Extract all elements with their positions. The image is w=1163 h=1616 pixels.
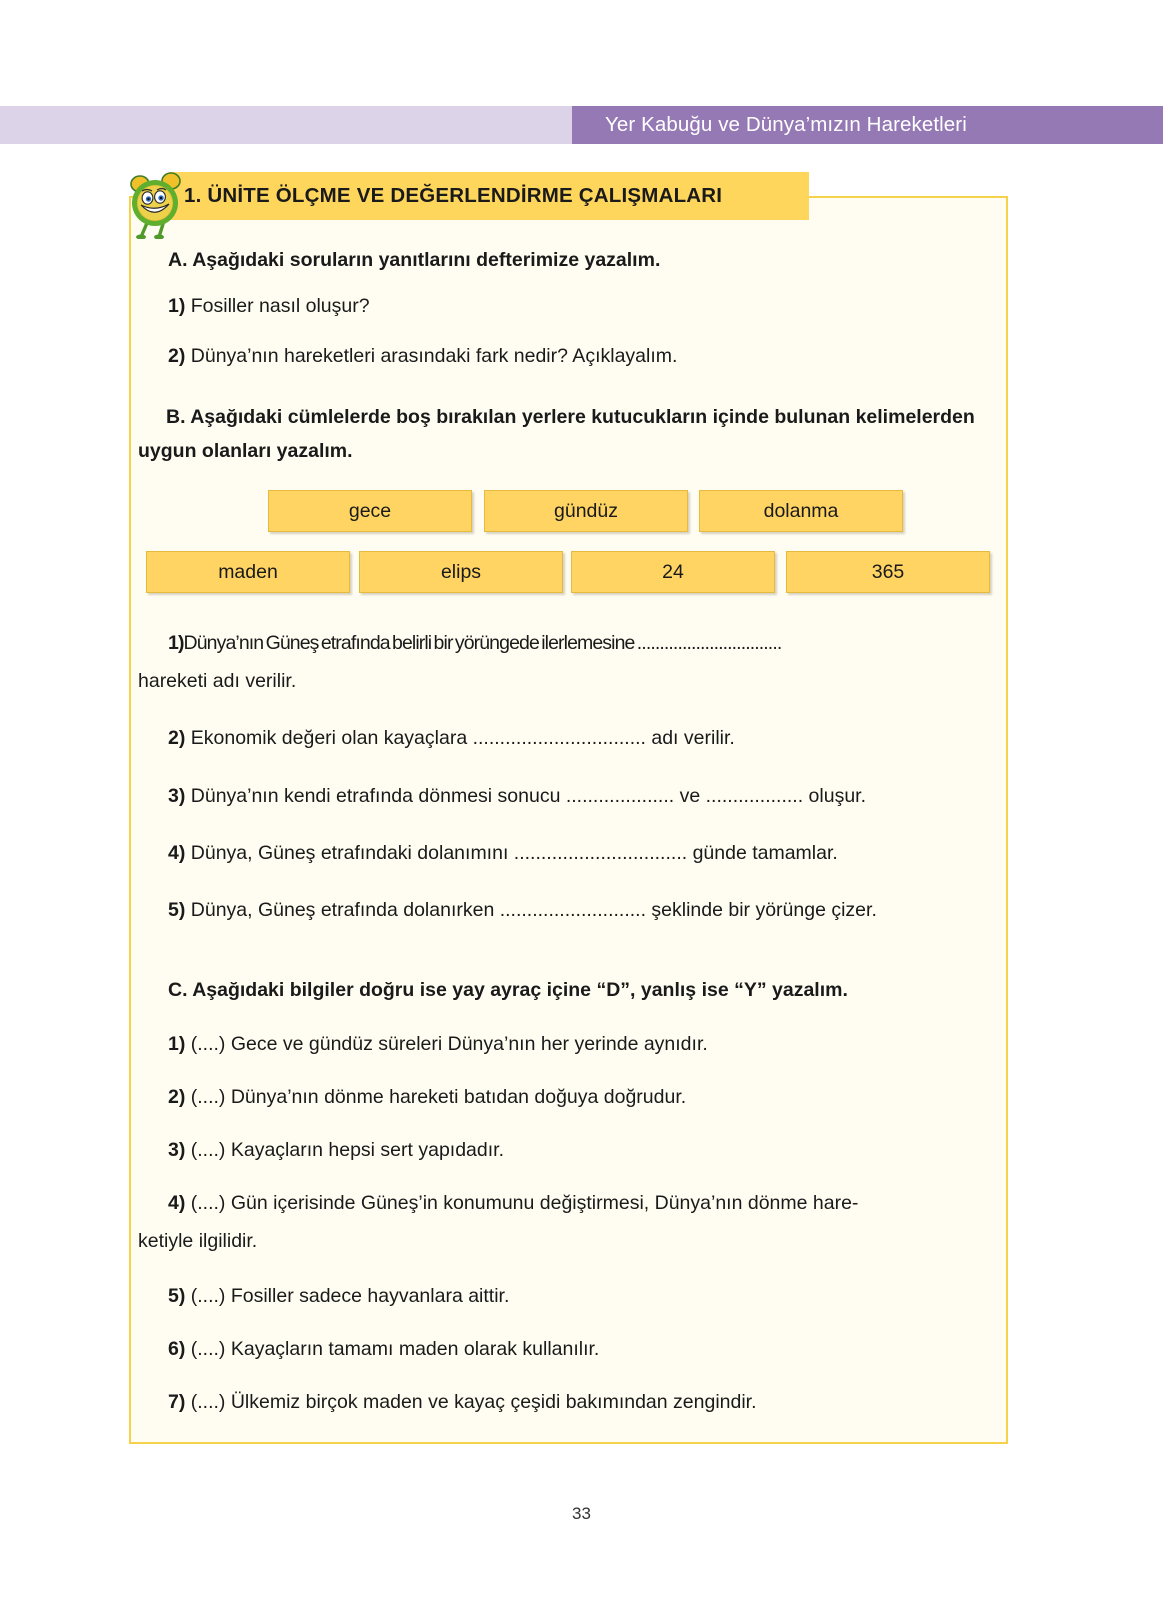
section-b-item-5-number: 5): [168, 899, 186, 921]
section-c-item-5: [168, 1283, 509, 1310]
section-c-item-2-text: (....) Dünya’nın dönme hareketi batıdan doğuya doğrudur.: [190, 1086, 687, 1108]
section-c-item-2: [168, 1084, 686, 1111]
section-c-item-7-number: 7): [168, 1391, 186, 1413]
section-c-item-4-line2: ketiyle ilgilidir.: [138, 1230, 258, 1252]
section-a-item-2: [168, 343, 677, 370]
section-b-item-2: [168, 725, 735, 752]
section-b-item-1-number: 1): [168, 632, 184, 654]
word-chip-24[interactable]: 24: [571, 551, 775, 593]
section-c-item-7: [168, 1389, 757, 1416]
alarm-clock-mascot-icon: [127, 167, 189, 239]
section-b-item-2-number: 2): [168, 727, 186, 749]
running-header: [0, 106, 1163, 144]
section-c-item-1-number: 1): [168, 1033, 186, 1055]
section-b-item-4: [168, 840, 838, 867]
section-b-item-3: [168, 783, 866, 810]
section-c-item-1: [168, 1031, 708, 1058]
section-c-item-5-text: (....) Fosiller sadece hayvanlara aittir.: [190, 1285, 510, 1307]
section-b-item-3-number: 3): [168, 785, 186, 807]
section-b-item-1-line1: [168, 630, 781, 657]
section-b-item-1-text: Dünya’nın Güneş etrafında belirli bir yörüngede ilerlemesine ................................: [183, 632, 782, 654]
header-pale-bar: [0, 106, 595, 144]
section-c-item-3: [168, 1137, 504, 1164]
word-chip-dolanma[interactable]: dolanma: [699, 490, 903, 532]
section-c-item-6: [168, 1336, 599, 1363]
section-a-item-2-text: Dünya’nın hareketleri arasındaki fark nedir? Açıklayalım.: [190, 345, 678, 367]
section-a-item-2-number: 2): [168, 345, 186, 367]
section-a-item-1-text: Fosiller nasıl oluşur?: [190, 295, 370, 317]
section-c-item-4-line1: [168, 1190, 858, 1217]
exercise-content-box: [129, 196, 1008, 1444]
page-number: 33: [572, 1504, 591, 1523]
section-b-item-4-text: Dünya, Güneş etrafındaki dolanımını ................................ günde tamamlar.: [190, 842, 838, 864]
unit-title-banner: [169, 172, 809, 220]
section-c-item-2-number: 2): [168, 1086, 186, 1108]
word-chip-gece[interactable]: gece: [268, 490, 472, 532]
section-c-item-6-number: 6): [168, 1338, 186, 1360]
section-b-item-2-text: Ekonomik değeri olan kayaçlara ................................ adı verilir.: [190, 727, 735, 749]
section-c-heading: C. Aşağıdaki bilgiler doğru ise yay ayraç içine “D”, yanlış ise “Y” yazalım.: [168, 979, 848, 1001]
section-b-heading: B. Aşağıdaki cümlelerde boş bırakılan yerlere kutucukların içinde bulunan kelimelerden uygun olanları yazalım.: [138, 406, 975, 462]
section-b-item-5-text: Dünya, Güneş etrafında dolanırken ........................... şeklinde bir yörünge çizer.: [190, 899, 877, 921]
section-c-item-4-number: 4): [168, 1192, 186, 1214]
section-c-item-1-text: (....) Gece ve gündüz süreleri Dünya’nın her yerinde aynıdır.: [190, 1033, 708, 1055]
section-a-item-1: [168, 293, 370, 320]
running-header-title: Yer Kabuğu ve Dünya’mızın Hareketleri: [605, 113, 967, 136]
section-c-item-5-number: 5): [168, 1285, 186, 1307]
unit-title-text: 1. ÜNİTE ÖLÇME VE DEĞERLENDİRME ÇALIŞMALARI: [184, 184, 723, 207]
word-chip-365[interactable]: 365: [786, 551, 990, 593]
section-c-item-3-text: (....) Kayaçların hepsi sert yapıdadır.: [190, 1139, 504, 1161]
section-b-item-4-number: 4): [168, 842, 186, 864]
section-a-heading: A. Aşağıdaki soruların yanıtlarını defterimize yazalım.: [168, 249, 661, 271]
word-chip-maden[interactable]: maden: [146, 551, 350, 593]
section-b-item-1-line2: hareketi adı verilir.: [138, 670, 297, 692]
section-b-item-5: [168, 897, 877, 924]
word-chip-elips[interactable]: elips: [359, 551, 563, 593]
section-c-item-4-text: (....) Gün içerisinde Güneş’in konumunu değiştirmesi, Dünya’nın dönme hare-: [190, 1192, 859, 1214]
word-chip-gunduz[interactable]: gündüz: [484, 490, 688, 532]
section-c-item-3-number: 3): [168, 1139, 186, 1161]
section-b-item-3-text: Dünya’nın kendi etrafında dönmesi sonucu .................... ve .................. oluşur.: [190, 785, 867, 807]
section-a-item-1-number: 1): [168, 295, 186, 317]
section-c-item-7-text: (....) Ülkemiz birçok maden ve kayaç çeşidi bakımından zengindir.: [190, 1391, 757, 1413]
section-c-item-6-text: (....) Kayaçların tamamı maden olarak kullanılır.: [190, 1338, 600, 1360]
